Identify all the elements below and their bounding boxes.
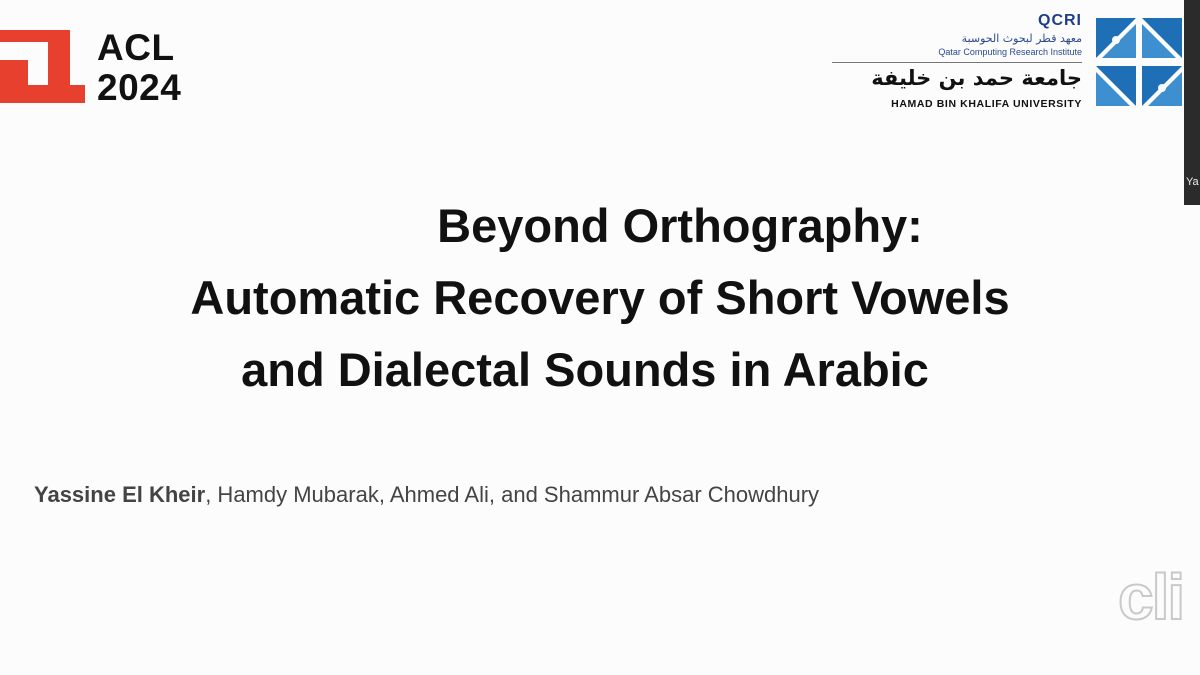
acl-conference-label — [97, 28, 181, 108]
acl-logo-icon — [0, 30, 90, 105]
participant-video-strip[interactable] — [1184, 0, 1200, 205]
author-list — [34, 482, 819, 508]
hbku-english-name: HAMAD BIN KHALIFA UNIVERSITY — [891, 98, 1082, 110]
title-line-3: and Dialectal Sounds in Arabic — [241, 343, 929, 396]
participant-name-label: Ya — [1186, 176, 1199, 188]
affiliation-divider — [832, 62, 1082, 63]
qcri-abbrev: QCRI — [1038, 12, 1082, 29]
co-authors: , Hamdy Mubarak, Ahmed Ali, and Shammur Absar Chowdhury — [205, 482, 820, 507]
hbku-logo-icon — [1092, 14, 1187, 112]
affiliation-logo — [822, 10, 1082, 115]
slide-title — [0, 190, 1200, 406]
qcri-arabic-name: معهد قطر لبحوث الحوسبة — [961, 32, 1082, 45]
title-line-1: Beyond Orthography: — [437, 199, 923, 252]
watermark-logo: cli — [1118, 561, 1184, 633]
lead-author: Yassine El Kheir — [34, 482, 206, 507]
hbku-arabic-name: جامعة حمد بن خليفة — [871, 66, 1082, 90]
title-line-2: Automatic Recovery of Short Vowels — [190, 271, 1010, 324]
qcri-english-name: Qatar Computing Research Institute — [938, 47, 1082, 57]
conference-name: ACL — [97, 27, 175, 68]
conference-year: 2024 — [97, 67, 182, 108]
